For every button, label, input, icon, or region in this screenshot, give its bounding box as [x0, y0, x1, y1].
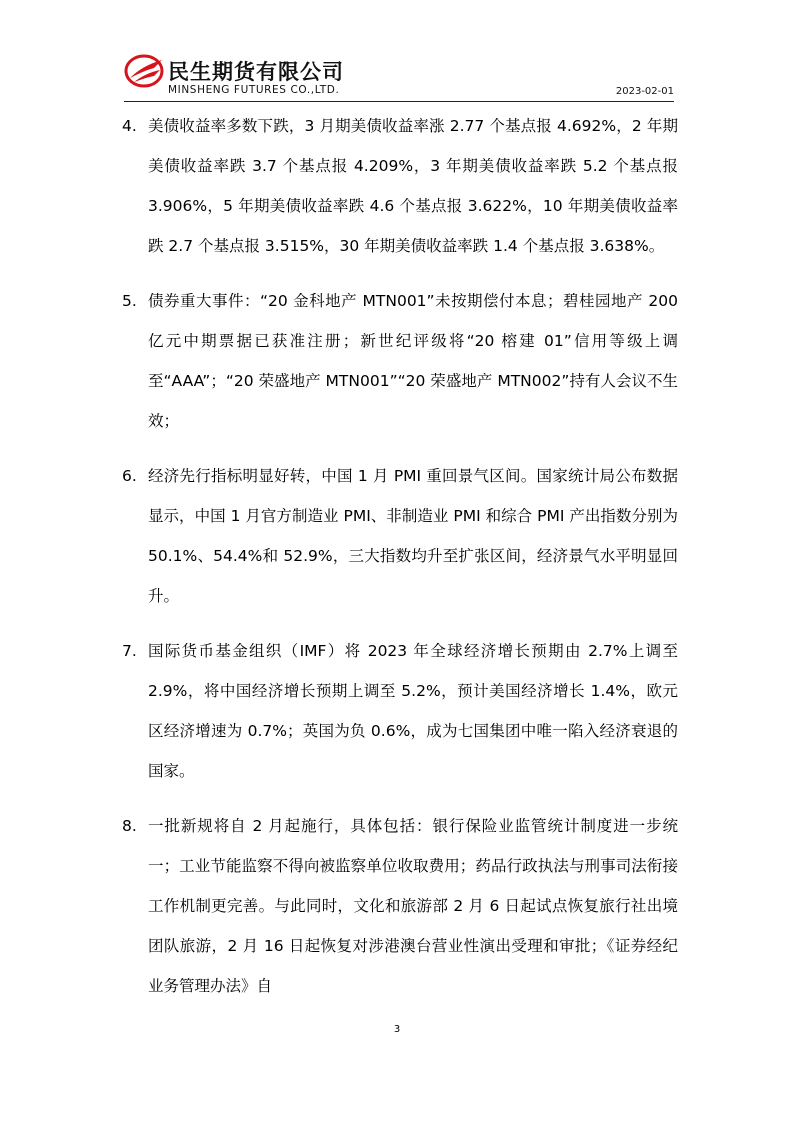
item-text: 一批新规将自 2 月起施行，具体包括：银行保险业监管统计制度进一步统一；工业节能监察不得向被监察单位收取费用；药品行政执法与刑事司法衔接工作机制更完善。与此同时，文化和旅游部 2 月 6 日起试点恢复旅行社出境团队旅游，2 月 16 日起恢复对涉港澳台营业性演出受理和审批；《证券经纪业务管理办法》自 [148, 817, 678, 995]
company-logo-icon [124, 54, 164, 88]
item-text: 美债收益率多数下跌，3 月期美债收益率涨 2.77 个基点报 4.692%，2 年期美债收益率跌 3.7 个基点报 4.209%，3 年期美债收益率跌 5.2 个基点报 3.906%，5 年期美债收益率跌 4.6 个基点报 3.622%，10 年期美债收益率跌 2.7 个基点报 3.515%，30 年期美债收益率跌 1.4 个基点报 3.638%。 [148, 117, 678, 255]
item-number: 7. [122, 642, 137, 660]
company-name-cn: 民生期货有限公司 [168, 60, 344, 84]
document-body [122, 106, 678, 1021]
report-date: 2023-02-01 [615, 86, 674, 97]
item-number: 5. [122, 292, 137, 310]
item-text: 国际货币基金组织（IMF）将 2023 年全球经济增长预期由 2.7%上调至 2.9%，将中国经济增长预期上调至 5.2%，预计美国经济增长 1.4%，欧元区经济增速为 0.7%；英国为负 0.6%，成为七国集团中唯一陷入经济衰退的国家。 [148, 642, 678, 780]
list-item [122, 806, 678, 1006]
item-number: 4. [122, 117, 137, 135]
item-text: 经济先行指标明显好转，中国 1 月 PMI 重回景气区间。国家统计局公布数据显示，中国 1 月官方制造业 PMI、非制造业 PMI 和综合 PMI 产出指数分别为 50.1%、54.4%和 52.9%，三大指数均升至扩张区间，经济景气水平明显回升。 [148, 467, 678, 605]
page-number: 3 [393, 1024, 401, 1035]
item-number: 6. [122, 467, 137, 485]
list-item [122, 456, 678, 616]
company-name-en: MINSHENG FUTURES CO.,LTD. [168, 84, 340, 96]
item-number: 8. [122, 817, 137, 835]
list-item [122, 631, 678, 791]
page-header [124, 48, 674, 104]
item-text: 债券重大事件：“20 金科地产 MTN001”未按期偿付本息；碧桂园地产 200 亿元中期票据已获准注册；新世纪评级将“20 榕建 01”信用等级上调至“AAA”；“20 荣盛地产 MTN001”“20 荣盛地产 MTN002”持有人会议不生效； [148, 292, 678, 430]
list-item [122, 281, 678, 441]
header-divider [124, 101, 674, 102]
list-item [122, 106, 678, 266]
